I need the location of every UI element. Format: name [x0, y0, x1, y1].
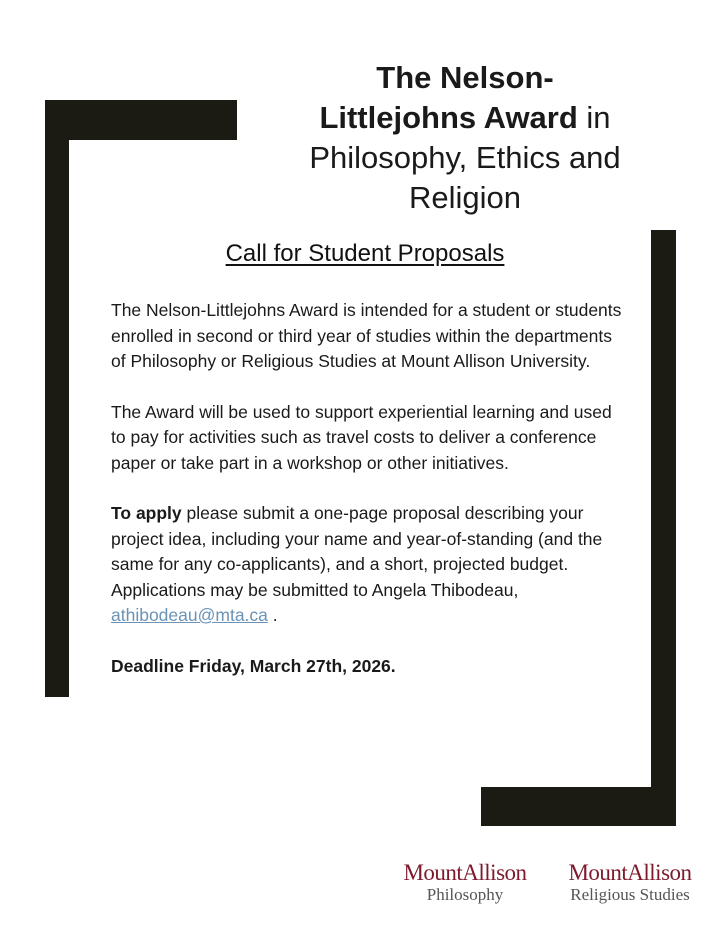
frame-bar-top-left-vertical: [45, 100, 69, 697]
to-apply-label: To apply: [111, 503, 182, 523]
how-to-apply-paragraph: [111, 501, 631, 629]
contact-email-link[interactable]: athibodeau@mta.ca: [111, 605, 268, 625]
award-title: [280, 58, 650, 218]
frame-bar-top-left-horizontal: [45, 100, 237, 140]
frame-bar-bottom-right-vertical: [651, 230, 676, 826]
religious-logo-wordmark: MountAllison: [568, 860, 692, 885]
call-for-proposals-heading: Call for Student Proposals: [225, 240, 505, 267]
frame-bar-bottom-right-horizontal: [481, 787, 676, 826]
philosophy-logo-dept: Philosophy: [426, 885, 504, 904]
deadline-text: Deadline Friday, March 27th, 2026.: [111, 655, 396, 676]
purpose-paragraph: The Award will be used to support experiential learning and used to pay for activities such as travel costs to deliver a conference paper or take part in a workshop or other initiatives.: [111, 401, 612, 473]
religious-logo-dept: Religious Studies: [570, 885, 690, 904]
how-to-apply-end: .: [267, 605, 278, 625]
announcement-body: [111, 298, 631, 704]
eligibility-paragraph: The Nelson-Littlejohns Award is intended for a student or students enrolled in second or third year of studies within the departments of Philosophy or Religious Studies at Mount Allison University.: [111, 300, 622, 371]
mount-allison-philosophy-logo: [390, 860, 540, 905]
title-line-2-rest: in: [577, 100, 611, 135]
how-to-apply-text: please submit a one-page proposal describing your project idea, including your name and year-of-standing (and the same for any co-applicants), and a short, projected budget. Applications may be submitted to Angela Thibodeau,: [111, 503, 603, 600]
title-line-4: Religion: [408, 180, 521, 215]
title-line-2-bold: Littlejohns Award: [319, 100, 578, 135]
mount-allison-religious-studies-logo: [553, 860, 707, 905]
philosophy-logo-wordmark: MountAllison: [403, 860, 527, 885]
title-line-1: The Nelson-: [376, 60, 554, 95]
title-line-3: Philosophy, Ethics and: [309, 140, 621, 175]
